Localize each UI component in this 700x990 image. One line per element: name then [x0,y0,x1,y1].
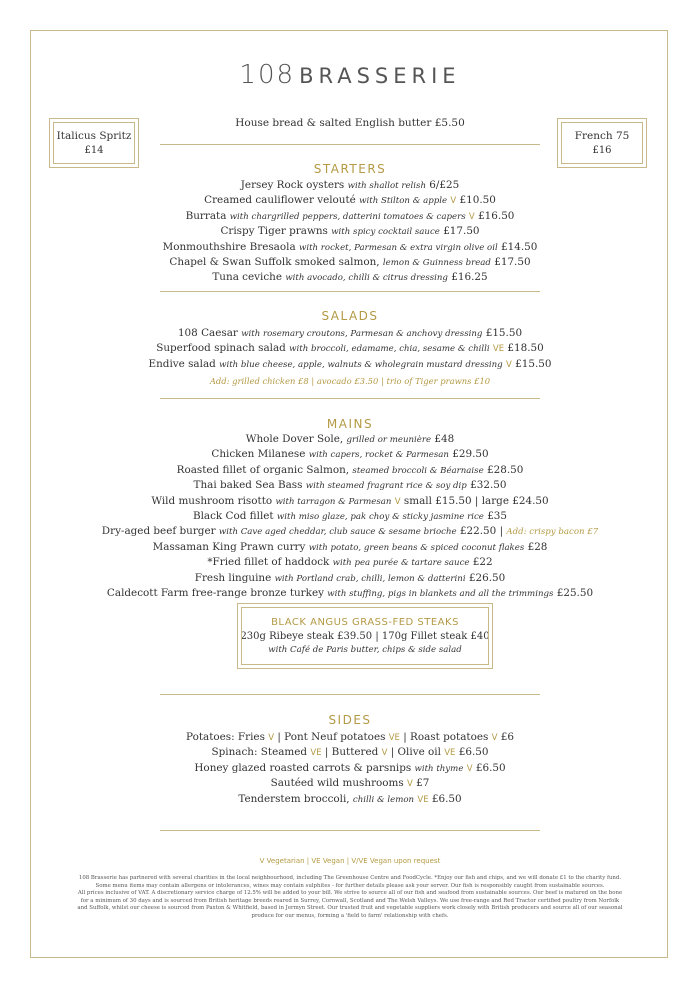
item-text: Spinach: Steamed [211,746,311,759]
footer-line: All prices inclusive of VAT. A discretionary service charge of 12.5% will be added to your bill. We strive to source all of our fish and seafood from sustainable sources. Our beef is matured on the bone [77,890,623,897]
steaks-desc: with Café de Paris butter, chips & side salad [268,645,462,655]
divider [160,144,540,145]
item-price: £15.50 [515,357,552,370]
item-price: £15.50 [485,327,523,339]
item-name: Roasted fillet of organic Salmon, [176,463,350,476]
item-description: with blue cheese, apple, walnuts & wholegrain mustard dressing [219,359,503,370]
item-name: Wild mushroom risotto [151,494,273,507]
menu-item [0,178,700,193]
dietary-tag: V [505,359,512,370]
item-name: Chicken Milanese [211,448,306,461]
item-description: with potato, green beans & spiced coconut flakes [308,542,525,553]
item-name: Superfood spinach salad [156,342,286,355]
item-price: £14.50 [501,240,538,253]
footer-line: Some menu items may contain allergens or intolerances, wines may contain sulphites - for further details please ask your server. Our fish is responsibly caught from sustainable sources. [95,882,605,889]
item-name: Caldecott Farm free-range bronze turkey [106,587,324,600]
item-name: Massaman King Prawn curry [152,540,306,553]
menu-item [0,209,700,224]
starters-list [0,178,700,286]
menu-item [0,509,700,524]
item-description: with capers, rocket & Parmesan [308,450,449,461]
item-name: Burrata [185,209,227,222]
menu-item [0,224,700,239]
menu-item [0,326,700,341]
item-text: Sautéed wild mushrooms [270,777,408,790]
item-name: Creamed cauliflower velouté [204,194,356,207]
menu-item [0,255,700,270]
dietary-tag: VE [417,794,429,805]
item-name: 108 Caesar [177,327,238,339]
cocktail-price: £16 [592,145,612,156]
menu-item [0,357,700,372]
divider [160,830,540,831]
item-price: £25.50 [556,587,594,600]
item-price: 6/£25 [429,179,460,191]
item-name: *Fried fillet of haddock [207,556,330,569]
item-price: £17.50 [494,256,531,269]
item-description: with thyme [414,763,464,774]
item-name: Black Cod fillet [192,510,274,523]
side-item [0,730,700,745]
footer-notes [58,875,642,921]
item-price: £16.25 [451,271,488,284]
item-text: | Roast potatoes [399,731,492,743]
menu-item [0,524,700,539]
item-price: £35 [487,510,508,523]
item-description: with miso glaze, pak choy & sticky jasmine rice [276,512,484,523]
item-description: with tarragon & Parmesan [275,496,392,507]
item-text: | Pont Neuf potatoes [274,731,389,743]
menu-item [0,494,700,509]
dietary-tag: V [468,211,475,222]
item-description: with broccoli, edamame, chia, sesame & chilli [289,344,490,355]
menu-item [0,341,700,356]
cocktail-price: £14 [84,145,104,156]
brand-number: 108 [239,60,296,90]
dietary-legend: V Vegetarian | VE Vegan | V/VE Vegan upon request [259,857,441,865]
item-description: with shallot relish [347,181,426,191]
item-price: £28 [527,540,548,553]
item-text: Potatoes: Fries [186,731,269,743]
bread-line: House bread & salted English butter £5.50 [235,117,465,129]
menu-item [0,240,700,255]
item-text: £6 [497,731,514,743]
item-price: £32.50 [470,479,507,492]
dietary-tag: VE [310,748,322,759]
dietary-tag: VE [444,748,456,759]
item-name: Thai baked Sea Bass [193,479,303,492]
salad-addons: Add: grilled chicken £8 | avocado £3.50 | trio of Tiger prawns £10 [209,376,491,387]
item-description: chilli & lemon [352,794,415,805]
item-price: £29.50 [452,448,489,461]
item-description: with rosemary croutons, Parmesan & anchovy dressing [241,329,483,339]
item-price: £17.50 [443,225,480,238]
item-name: Fresh linguine [194,571,272,584]
brand-name: BRASSERIE [299,64,461,88]
item-text: £6.50 [455,746,489,759]
item-description: grilled or meunière [346,435,432,445]
item-price: £22.50 | [459,525,504,538]
item-price: £18.50 [507,342,544,355]
item-description: with Stilton & apple [359,196,448,207]
item-text: Tenderstem broccoli, [238,792,353,805]
sides-list [0,730,700,807]
steaks-box [237,603,493,669]
item-text: £7 [412,777,430,790]
item-description: with chargrilled peppers, datterini tomatoes & capers [229,211,466,222]
item-addon: Add: crispy bacon £7 [506,527,599,538]
menu-item [0,432,700,447]
item-price: £10.50 [459,194,496,207]
divider [160,694,540,695]
item-description: steamed broccoli & Béarnaise [352,465,484,476]
divider [160,291,540,292]
footer-line: 108 Brasserie has partnered with several charities in the local neighbourhood, including The Greenhouse Centre and FoodCycle. *Enjoy our fish and chips, and we will donate £1 to the charity fund. [78,875,622,881]
dietary-tag: V [381,748,388,759]
item-name: Whole Dover Sole, [245,433,344,445]
steaks-title: BLACK ANGUS GRASS-FED STEAKS [271,617,459,628]
item-text: £6.50 [428,792,462,805]
salads-title: SALADS [321,309,379,323]
menu-item [0,478,700,493]
item-description: with rocket, Parmesan & extra virgin olive oil [298,242,498,253]
item-name: Tuna ceviche [212,271,283,284]
item-text: | Buttered [321,746,382,759]
starters-title: STARTERS [313,162,387,176]
item-text: | Olive oil [387,746,445,759]
dietary-tag: V [268,733,275,743]
mains-title: MAINS [326,417,374,431]
menu-item [0,540,700,555]
item-name: Monmouthshire Bresaola [162,240,296,253]
dietary-tag: V [466,763,473,774]
footer-line: for a minimum of 30 days and is sourced from British heritage breeds reared in Surrey, Cornwall, Scotland and The Welsh Valleys. We use free-range and Red Tractor certified poultry from Norfolk [80,897,620,904]
steaks-line: 230g Ribeye steak £39.50 | 170g Fillet steak £40 [240,631,490,642]
item-description: with spicy cocktail sauce [331,227,440,238]
divider [160,398,540,399]
item-name: Chapel & Swan Suffolk smoked salmon, [169,256,380,269]
dietary-tag: V [394,496,401,507]
side-item [0,792,700,807]
side-item [0,761,700,776]
item-description: with Portland crab, chilli, lemon & datterini [274,573,466,584]
sides-title: SIDES [328,713,372,727]
item-description: with pea purée & tartare sauce [332,558,470,569]
item-description: with avocado, chilli & citrus dressing [285,273,448,284]
item-price: £26.50 [468,571,506,584]
menu-item [0,193,700,208]
menu-item [0,447,700,462]
item-name: Crispy Tiger prawns [220,225,328,238]
menu-item [0,270,700,285]
cocktail-name: French 75 [574,130,630,142]
item-name: Dry-aged beef burger [101,525,216,538]
dietary-tag: V [450,196,457,207]
menu-item [0,555,700,570]
item-price: £48 [434,433,455,445]
footer-line: produce for our menus, forming a 'field to farm' relationship with chefs. [251,912,449,919]
side-item [0,745,700,760]
menu-item [0,586,700,601]
item-text: Honey glazed roasted carrots & parsnips [194,761,415,774]
item-price: £28.50 [487,463,524,476]
dietary-tag: V [407,779,413,790]
item-price: small £15.50 | large £24.50 [403,494,549,507]
mains-list [0,432,700,601]
cocktail-name: Italicus Spritz [56,130,132,142]
item-description: with Cave aged cheddar, club sauce & sesame brioche [218,527,457,538]
footer-line: and Suffolk, whilst our cheese is sourced from Paxton & Whitfield, based in Jermyn Street. Our trusted fruit and vegetable suppliers work closely with British producers and source all of our seasonal [77,905,623,912]
item-price: £22 [472,556,493,569]
dietary-tag: V [491,733,498,743]
salads-list [0,326,700,388]
item-price: £16.50 [478,209,515,222]
item-description: with stuffing, pigs in blankets and all the trimmings [327,589,554,600]
brand-logo [0,60,700,90]
item-description: with steamed fragrant rice & soy dip [305,481,467,492]
item-description: lemon & Guinness bread [382,258,491,269]
dietary-tag: VE [492,344,505,355]
item-name: Endive salad [148,357,216,370]
menu-item [0,571,700,586]
side-item [0,776,700,791]
menu-item [0,463,700,478]
item-name: Jersey Rock oysters [240,179,345,191]
dietary-tag: VE [388,733,400,743]
item-text: £6.50 [472,761,506,774]
